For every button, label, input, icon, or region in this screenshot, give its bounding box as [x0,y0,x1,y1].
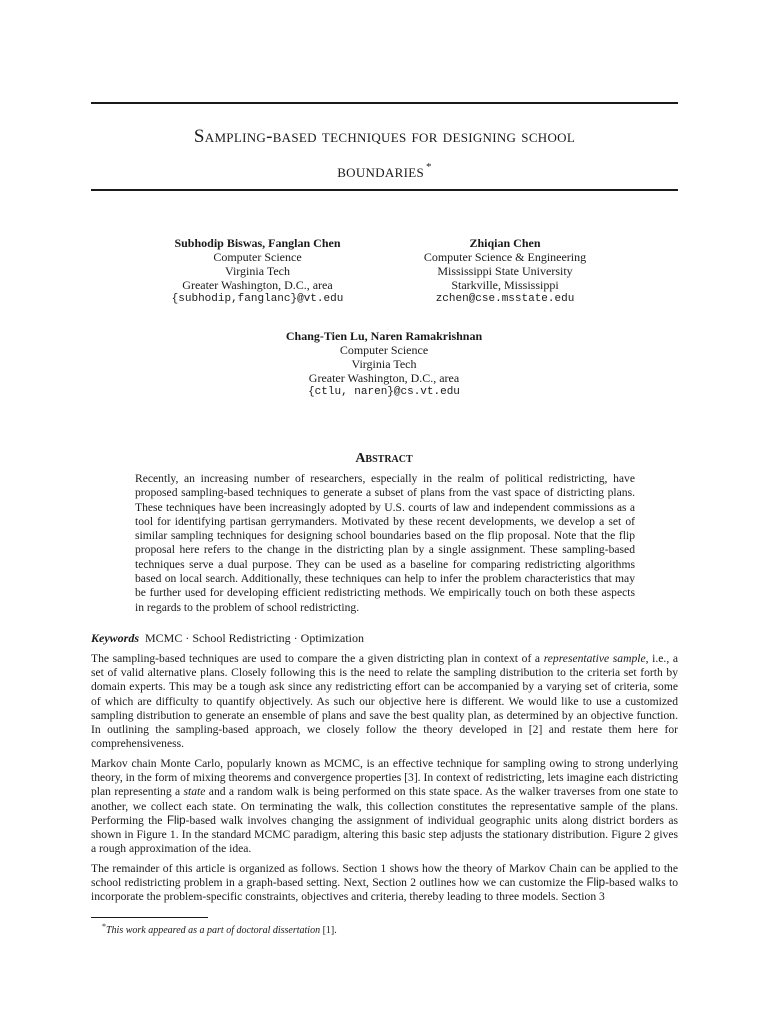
abstract-text: Recently, an increasing number of researchers, especially in the realm of political redistricting, have proposed sampling-based techniques to generate a subset of plans from the vast space of districting plans. These techniques have been increasingly adopted by U.S. courts of law and independent commissions as a tool for identifying partisan gerrymanders. Motivated by these recent developments, we develop a set of similar sampling techniques for designing school boundaries based on the flip proposal. Note that the flip proposal here refers to the change in the districting plan by a single assignment. These sampling-based techniques serve a dual purpose. They can be used as a baseline for comparing redistricting algorithms based on local search. Additionally, these techniques can help to infer the problem characteristics that may be further used for developing efficient redistricting methods. We empirically touch on both these aspects in regards to the problem of school redistricting. [135,472,635,614]
author-2-email: zchen@cse.msstate.edu [435,293,575,305]
author-block-2 [380,236,630,306]
author-3-names: Chang-Tien Lu, Naren Ramakrishnan [285,329,483,343]
author-3-location: Greater Washington, D.C., area [308,371,460,385]
footnote-rule [91,917,208,918]
title-line-2 [91,152,678,187]
p3-text-a: The remainder of this article is organized as follows. Section 1 shows how the theory of Markov Chain can be applied to the school redistricting problem in a graph-based setting. Next, Section 2 outlines how we can customize the [91,862,678,890]
author-2-dept: Computer Science & Engineering [423,250,587,264]
paper-title [91,122,678,187]
p2-text-b: and a random walk is being performed on this state space. As the walker traverses from one state to another, we collect each state. On terminating the walk, this collection constitutes the representative sample of the plans. Performing the [91,785,679,827]
body-paragraph-2 [91,757,678,856]
author-block-1 [145,236,370,306]
p3-flip-term: Flip [586,876,606,890]
author-2-names: Zhiqian Chen [469,236,541,250]
p2-text-c: -based walk involves changing the assignment of individual geographic units along district borders as shown in Figure 1. In the standard MCMC paradigm, altering this basic step adjusts the stationary distribution. Figure 2 gives a rough approximation of the idea. [91,813,678,856]
p2-text-a: Markov chain Monte Carlo, popularly known as MCMC, is an effective technique for sampling owing to strong underlying theory, in the form of mixing theorems and convergence properties [3]. In context of redistricting, lets imagine each districting plan representing a [91,757,678,799]
author-1-email: {subhodip,fanglanc}@vt.edu [171,293,344,305]
p1-text-b: , i.e., a set of valid alternative plans. Closely following this is the need to relate the sampling distribution to the criteria set forth by domain experts. This may be a tough ask since any redistricting effort can be accompanied by a varying set of criteria, some of which are difficulty to quantify objectively. As such our objective here is different. We would like to use a customized sampling distribution to generate an ensemble of plans and save the best quality plan, as determined by an objective function. In outlining the sampling-based approach, we closely follow the theory developed in [2] and restate them here for comprehensiveness. [91,652,678,751]
abstract-heading: Abstract [355,451,413,466]
p1-text-a: The sampling-based techniques are used to compare the a given districting plan in context of a [91,652,544,665]
footnote-mark: * [102,922,106,931]
title-line-1: Sampling-based techniques for designing school [193,126,576,147]
author-3-dept: Computer Science [339,343,429,357]
title-bottom-rule [91,189,678,191]
body-paragraph-3 [91,862,678,905]
footnote-text: This work appeared as a part of doctoral dissertation [106,925,321,936]
p3-text-b: -based walks to incorporate the problem-specific constraints, objectives and criteria, thereby leading to three models. Section 3 [91,876,678,904]
p2-flip-term: Flip [166,813,186,827]
body-paragraph-1 [91,652,678,751]
title-line-2-text: boundaries [337,161,424,182]
title-top-rule [91,102,678,104]
keywords [91,631,678,646]
author-2-location: Starkville, Mississippi [451,278,559,292]
keywords-label: Keywords [91,631,139,645]
author-1-location: Greater Washington, D.C., area [182,278,333,292]
keywords-list: MCMC · School Redistricting · Optimization [145,631,364,645]
author-1-dept: Computer Science [213,250,302,264]
footnote-ref: [1]. [320,925,337,936]
p2-emphasis: state [183,785,206,799]
author-3-org: Virginia Tech [351,357,417,371]
author-block-3 [240,329,528,399]
title-footnote-mark: * [425,161,432,173]
author-1-names: Subhodip Biswas, Fanglan Chen [174,236,341,250]
author-3-email: {ctlu, naren}@cs.vt.edu [308,386,460,398]
p1-emphasis: representative sample [543,652,646,665]
author-2-org: Mississippi State University [437,264,573,278]
author-1-org: Virginia Tech [225,264,290,278]
footnote [102,920,337,937]
